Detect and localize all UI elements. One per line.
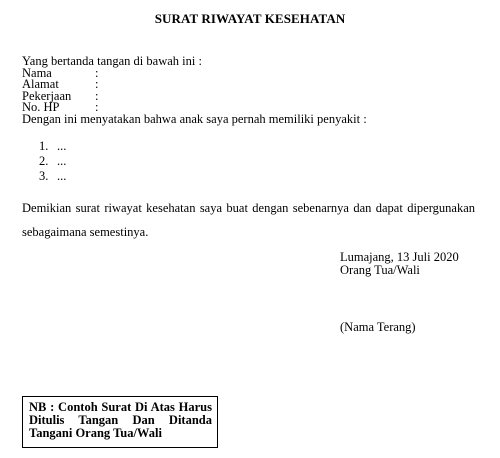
field-row-occupation	[22, 88, 367, 103]
list-item	[39, 154, 66, 169]
field-separator: :	[95, 88, 99, 103]
field-row-name	[22, 65, 367, 80]
list-item	[39, 169, 66, 184]
intro-section	[22, 56, 367, 126]
field-label: Alamat	[22, 77, 59, 92]
note-box	[22, 396, 218, 448]
list-text: ...	[57, 169, 67, 183]
place-date: Lumajang, 13 Juli 2020	[340, 250, 459, 264]
closing-paragraph: Demikian surat riwayat kesehatan saya buat dengan sebenarnya dan dapat dipergunakan sebagaimana semestinya.	[22, 201, 475, 239]
list-number: 2.	[39, 154, 49, 168]
field-label: Pekerjaan	[22, 88, 72, 103]
field-separator: :	[95, 65, 99, 80]
signer-name: (Nama Terang)	[340, 320, 416, 334]
disease-list	[39, 139, 66, 184]
field-separator: :	[95, 100, 99, 115]
list-text: ...	[57, 154, 67, 168]
list-number: 1.	[39, 139, 49, 153]
field-label: No. HP	[22, 100, 60, 115]
page-title: SURAT RIWAYAT KESEHATAN	[154, 11, 346, 26]
statement-line: Dengan ini menyatakan bahwa anak saya pernah memiliki penyakit :	[22, 111, 367, 126]
intro-line: Yang bertanda tangan di bawah ini :	[22, 54, 202, 68]
field-row-address	[22, 79, 367, 91]
signer-role: Orang Tua/Wali	[340, 263, 420, 277]
list-item	[39, 139, 66, 154]
field-label: Nama	[22, 65, 52, 80]
list-number: 3.	[39, 169, 49, 183]
field-separator: :	[95, 77, 99, 92]
list-text: ...	[57, 139, 67, 153]
note-text: NB : Contoh Surat Di Atas Harus Ditulis Tangan Dan Ditanda Tangani Orang Tua/Wali	[29, 400, 212, 440]
